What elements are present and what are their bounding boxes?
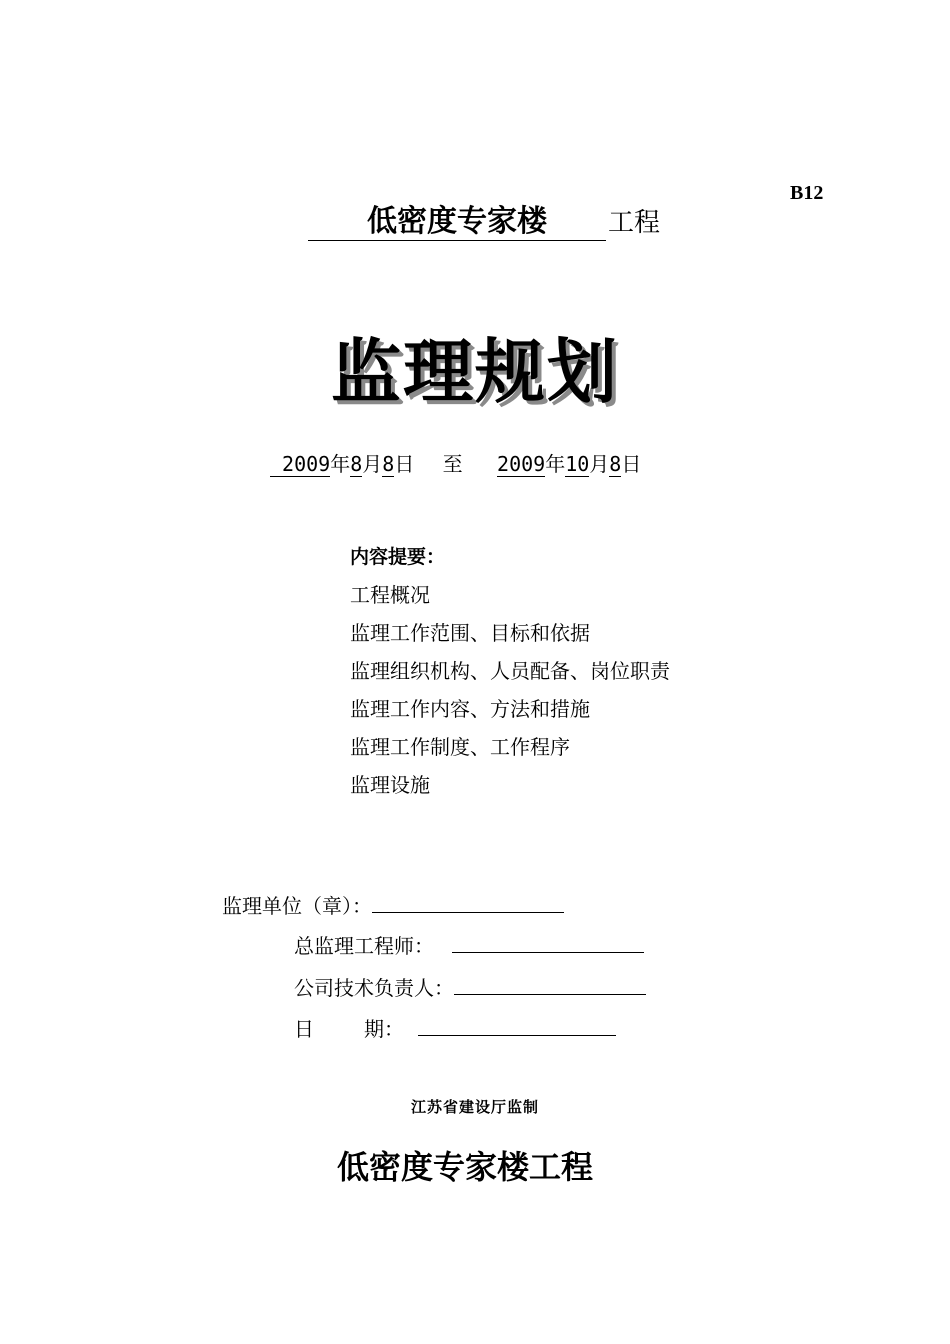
summary-item: 监理工作内容、方法和措施 [350, 697, 590, 721]
chief-engineer-field[interactable] [452, 930, 644, 953]
day-char: 日 [621, 452, 642, 476]
supervision-unit-label: 监理单位（章）： [222, 894, 372, 918]
date-field[interactable] [418, 1013, 616, 1036]
start-day: 8 [382, 452, 395, 476]
start-month: 8 [350, 452, 363, 476]
tech-director-label: 公司技术负责人： [294, 976, 454, 1000]
tech-director-row [294, 972, 646, 1002]
date-label-char: 日 [294, 1017, 314, 1041]
end-year: 2009 [497, 452, 546, 476]
end-month: 10 [565, 452, 590, 476]
year-char: 年 [545, 452, 566, 476]
chief-engineer-row [294, 930, 644, 960]
summary-item: 监理工作范围、目标和依据 [350, 621, 590, 645]
project-suffix: 工程 [608, 208, 661, 238]
footer-title: 低密度专家楼工程 [336, 1148, 593, 1186]
summary-item: 监理设施 [350, 773, 430, 797]
start-year: 2009 [270, 452, 330, 477]
date-label-rest: 期： [364, 1017, 404, 1041]
end-day: 8 [609, 452, 622, 476]
date-range [270, 450, 641, 478]
summary-item: 工程概况 [350, 583, 430, 607]
chief-engineer-label: 总监理工程师： [294, 934, 434, 958]
supervision-unit-field[interactable] [372, 890, 564, 913]
day-char: 日 [394, 452, 415, 476]
range-to: 至 [442, 452, 463, 476]
year-char: 年 [330, 452, 351, 476]
month-char: 月 [589, 452, 610, 476]
issuer-text: 江苏省建设厅监制 [410, 1098, 539, 1116]
summary-item: 监理组织机构、人员配备、岗位职责 [350, 659, 670, 683]
date-row [294, 1013, 616, 1043]
project-heading [308, 204, 660, 241]
month-char: 月 [362, 452, 383, 476]
summary-item: 监理工作制度、工作程序 [350, 735, 570, 759]
summary-section [350, 543, 670, 809]
document-code: B12 [790, 182, 824, 204]
summary-heading: 内容提要： [350, 546, 446, 568]
project-name: 低密度专家楼 [308, 204, 606, 241]
tech-director-field[interactable] [454, 972, 646, 995]
document-title: 监理规划 [331, 331, 619, 413]
supervision-unit-row [222, 890, 564, 920]
